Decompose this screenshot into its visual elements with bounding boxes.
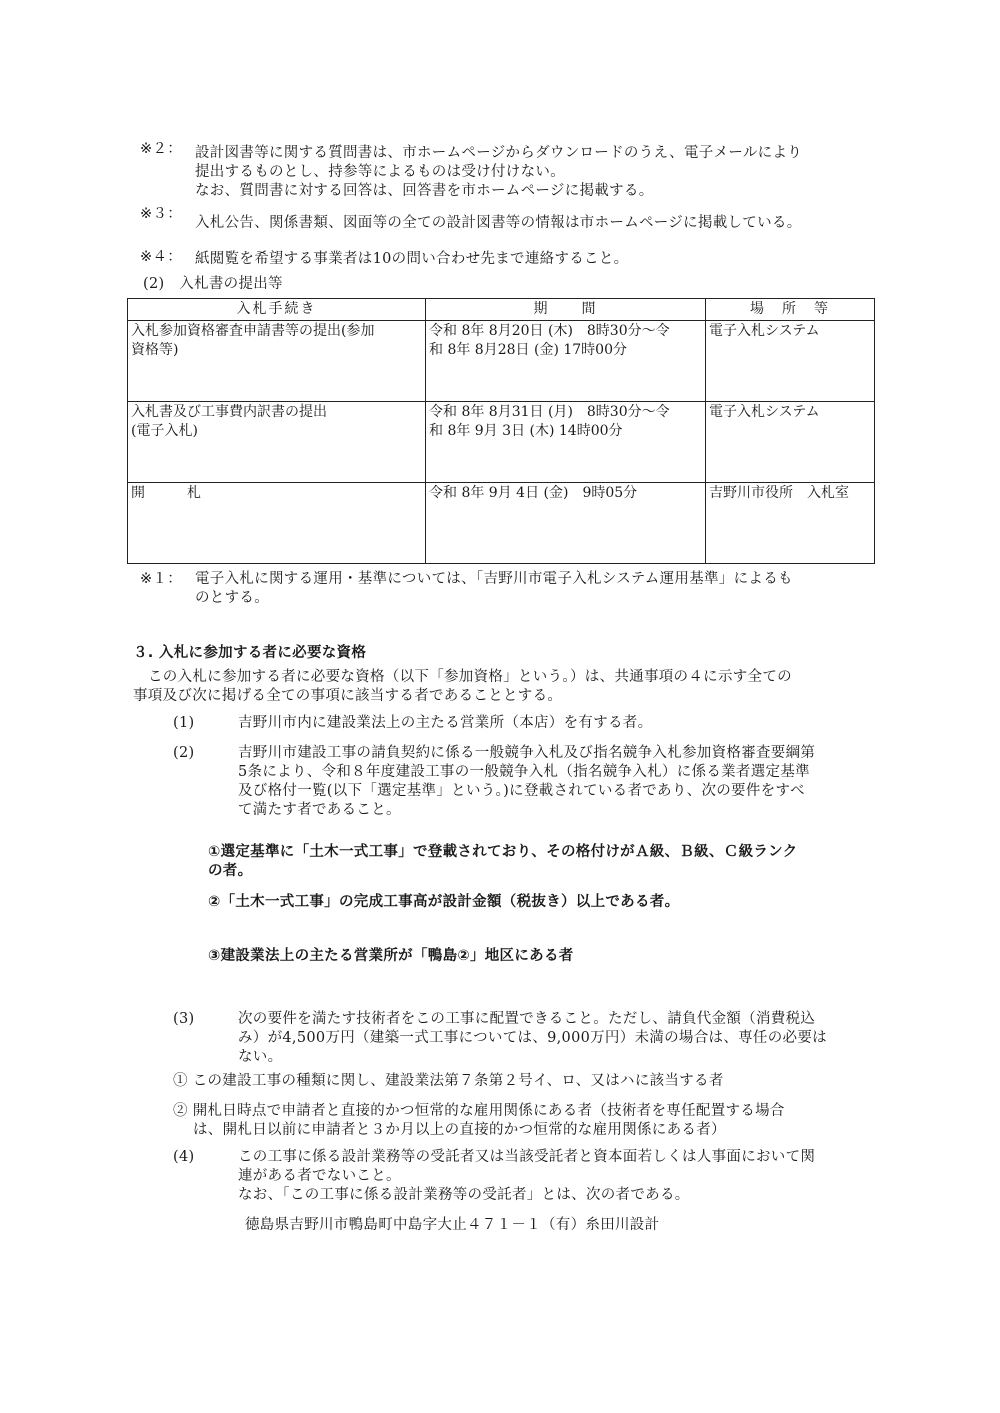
requirement-3: ③建設業法上の主たる営業所が「鴨島②」地区にある者 [208, 948, 574, 964]
note-mark-1: ※１： [140, 571, 183, 587]
sub-requirement-2-line2: は、開札日以前に申請者と３か月以上の直接的かつ恒常的な雇用関係にある者） [193, 1122, 726, 1138]
note-4-text: 紙閲覧を希望する事業者は10の問い合わせ先まで連絡すること。 [195, 251, 629, 267]
table-header-row [128, 299, 875, 321]
cell-procedure: 開 札 [128, 483, 426, 564]
item-4-text: この工事に係る設計業務等の受託者又は当該受託者と資本面若しくは人事面において関 連がある者でないこと。 なお、「この工事に係る設計業務等の受託者」とは、次の者である。 [238, 1149, 816, 1203]
note-2-text: 設計図書等に関する質問書は、市ホームページからダウンロードのうえ、電子メールにより 提出するものとし、持参等によるものは受け付けない。 なお、質問書に対する回答は、回答書を市ホームページに掲載する。 [195, 145, 803, 199]
designer-address: 徳島県吉野川市鴨島町中島字大止４７１－１（有）糸田川設計 [245, 1217, 660, 1233]
item-2-text: 吉野川市建設工事の請負契約に係る一般競争入札及び指名競争入札参加資格審査要綱第 5条により、令和８年度建設工事の一般競争入札（指名競争入札）に係る業者選定基準 及び格付一覧(以下「選定基準」という。)に登載されている者であり、次の要件をすべ て満たす者であること。 [238, 745, 816, 818]
item-4-number: (4) [173, 1149, 195, 1165]
item-3-text: 次の要件を満たす技術者をこの工事に配置できること。ただし、請負代金額（消費税込 み）が4,500万円（建築一式工事については、9,000万円）未満の場合は、専任の必要は ない。 [238, 1011, 827, 1065]
note-1-text: 電子入札に関する運用・基準については、「吉野川市電子入札システム運用基準」によるも のとする。 [195, 571, 793, 606]
section-3-intro-line1: この入札に参加する者に必要な資格（以下「参加資格」という。）は、共通事項の４に示す全ての [148, 669, 792, 685]
requirement-1: ①選定基準に「土木一式工事」で登載されており、その格付けがＡ級、Ｂ級、Ｃ級ランク の者。 [208, 844, 798, 879]
cell-procedure: 入札書及び工事費内訳書の提出 (電子入札) [128, 402, 426, 483]
table-row [128, 483, 875, 564]
cell-procedure: 入札参加資格審査申請書等の提出(参加 資格等) [128, 321, 426, 402]
item-1-number: (1) [173, 715, 195, 731]
header-procedure: 入札手続き [128, 299, 426, 321]
note-mark-2: ※２： [140, 141, 183, 157]
header-place: 場 所 等 [706, 299, 875, 321]
requirement-2: ②「土木一式工事」の完成工事高が設計金額（税抜き）以上である者。 [208, 894, 680, 910]
table-row [128, 321, 875, 402]
section-2-heading: (2) 入札書の提出等 [143, 276, 283, 292]
section-3-heading: ３. 入札に参加する者に必要な資格 [133, 645, 367, 661]
note-3-text: 入札公告、関係書類、図面等の全ての設計図書等の情報は市ホームページに掲載している。 [195, 215, 802, 231]
cell-period: 令和 8年 9月 4日 (金) 9時05分 [426, 483, 706, 564]
note-mark-4: ※４： [140, 249, 183, 265]
item-2-number: (2) [173, 745, 195, 761]
cell-place: 電子入札システム [706, 321, 875, 402]
note-mark-3: ※３： [140, 206, 183, 222]
bid-submission-table [127, 298, 875, 564]
cell-place: 吉野川市役所 入札室 [706, 483, 875, 564]
section-3-intro-line2: 事項及び次に掲げる全ての事項に該当する者であることとする。 [133, 688, 563, 704]
table-row [128, 402, 875, 483]
cell-place: 電子入札システム [706, 402, 875, 483]
item-1-text: 吉野川市内に建設業法上の主たる営業所（本店）を有する者。 [238, 715, 653, 731]
sub-requirement-2-line1: ② 開札日時点で申請者と直接的かつ恒常的な雇用関係にある者（技術者を専任配置する場合 [173, 1103, 785, 1119]
item-3-number: (3) [173, 1011, 195, 1027]
cell-period: 令和 8年 8月20日 (木) 8時30分～令 和 8年 8月28日 (金) 17時00分 [426, 321, 706, 402]
header-period: 期 間 [426, 299, 706, 321]
cell-period: 令和 8年 8月31日 (月) 8時30分～令 和 8年 9月 3日 (木) 14時00分 [426, 402, 706, 483]
sub-requirement-1: ① この建設工事の種類に関し、建設業法第７条第２号イ、ロ、又はハに該当する者 [173, 1073, 724, 1089]
